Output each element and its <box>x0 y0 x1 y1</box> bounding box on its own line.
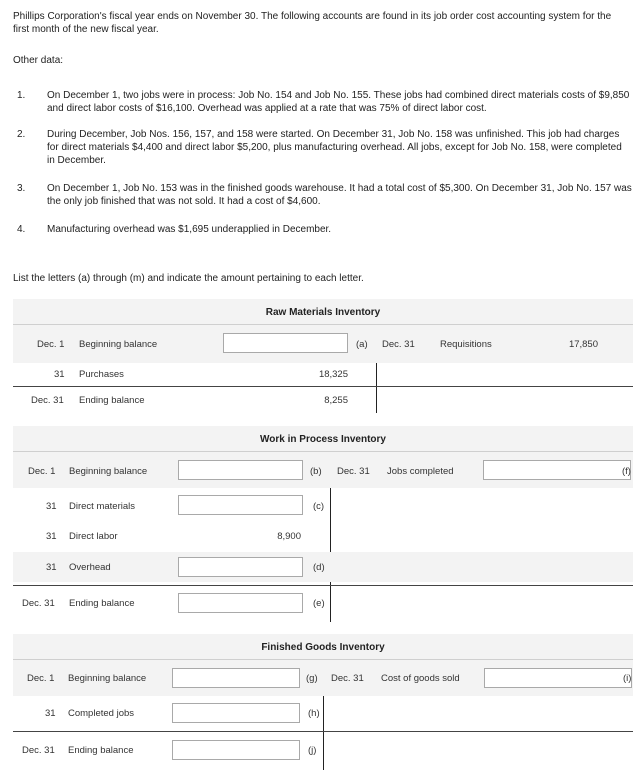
problem-intro: Phillips Corporation's fiscal year ends on November 30. The following accounts are found in its job order cost accounting system for the first month of the new fiscal year. <box>13 11 612 35</box>
date-label: Dec. 31 <box>331 673 364 684</box>
requisitions-amount: 17,850 <box>568 339 598 350</box>
fg-title: Finished Goods Inventory <box>261 642 385 653</box>
wip-header <box>13 426 633 452</box>
raw-beginning-balance-input[interactable] <box>223 333 348 353</box>
letter-label: (e) <box>313 598 325 609</box>
total-rule <box>13 386 633 387</box>
letter-label: (j) <box>308 745 317 756</box>
letter-label: (a) <box>356 339 368 350</box>
row-label: Jobs completed <box>387 466 454 477</box>
date-label: Dec. 31 <box>382 339 415 350</box>
direct-materials-input[interactable] <box>178 495 303 515</box>
letter-label: (g) <box>306 673 318 684</box>
date-label: Dec. 1 <box>37 339 65 350</box>
row-label: Direct labor <box>69 531 118 542</box>
row-label: Beginning balance <box>79 339 158 350</box>
row-label: Direct materials <box>69 501 135 512</box>
item-number: 1. <box>17 90 26 101</box>
item-text: On December 1, two jobs were in process: Job No. 154 and Job No. 155. These jobs had combined direct materials costs of $9,850 and direct labor costs of $16,100. Overhead was applied at a rate that was 75% of direct labor cost. <box>47 90 630 114</box>
fg-header <box>13 634 633 660</box>
date-label: Dec. 31 <box>22 598 55 609</box>
row-label: Ending balance <box>69 598 135 609</box>
row-label: Beginning balance <box>68 673 147 684</box>
fg-ending-balance-input[interactable] <box>172 740 300 760</box>
row-label: Cost of goods sold <box>381 673 460 684</box>
date-label: 31 <box>46 531 57 542</box>
item-number: 4. <box>17 224 26 235</box>
total-rule <box>13 731 633 732</box>
date-label: Dec. 1 <box>28 466 56 477</box>
wip-beginning-balance-input[interactable] <box>178 460 303 480</box>
item-text: Manufacturing overhead was $1,695 underapplied in December. <box>47 224 332 235</box>
row-label: Purchases <box>79 369 124 380</box>
item-text: On December 1, Job No. 153 was in the finished goods warehouse. It had a total cost of $5,300. On December 31, Job No. 157 was the only job finished that was not sold. It had a cost of $4,600. <box>47 183 632 207</box>
raw-materials-header <box>13 299 633 325</box>
item-text: During December, Job Nos. 156, 157, and 158 were started. On December 31, Job No. 158 was unfinished. This job had charges for direct materials $4,400 and direct labor $5,200, plus manufacturing overhead. All jobs, except for Job No. 158, were completed in December. <box>47 129 622 166</box>
completed-jobs-input[interactable] <box>172 703 300 723</box>
date-label: 31 <box>46 562 57 573</box>
letter-label: (c) <box>313 501 325 512</box>
date-label: Dec. 1 <box>27 673 55 684</box>
row-label: Overhead <box>69 562 111 573</box>
row-label: Ending balance <box>68 745 134 756</box>
date-label: 31 <box>54 369 65 380</box>
ending-balance-amount: 8,255 <box>324 395 348 406</box>
jobs-completed-input[interactable] <box>483 460 631 480</box>
fg-beginning-balance-input[interactable] <box>172 668 300 688</box>
total-rule <box>13 585 633 586</box>
date-label: Dec. 31 <box>22 745 55 756</box>
row-label: Beginning balance <box>69 466 148 477</box>
other-data-label: Other data: <box>13 55 64 66</box>
purchases-amount: 18,325 <box>318 369 348 380</box>
raw-materials-title: Raw Materials Inventory <box>265 307 381 318</box>
overhead-input[interactable] <box>178 557 303 577</box>
letter-label: (h) <box>308 708 320 719</box>
wip-title: Work in Process Inventory <box>260 434 386 445</box>
date-label: Dec. 31 <box>31 395 64 406</box>
item-number: 2. <box>17 129 26 140</box>
row-label: Ending balance <box>79 395 145 406</box>
cost-of-goods-sold-input[interactable] <box>484 668 632 688</box>
letter-label: (b) <box>310 466 322 477</box>
wip-ending-balance-input[interactable] <box>178 593 303 613</box>
letter-label: (f) <box>622 466 631 477</box>
letter-label: (i) <box>623 673 632 684</box>
row-label: Completed jobs <box>68 708 135 719</box>
instruction-text: List the letters (a) through (m) and indicate the amount pertaining to each letter. <box>13 273 364 284</box>
direct-labor-amount: 8,900 <box>277 531 301 542</box>
date-label: 31 <box>45 708 56 719</box>
item-number: 3. <box>17 183 26 194</box>
row-label: Requisitions <box>440 339 492 350</box>
date-label: Dec. 31 <box>337 466 370 477</box>
letter-label: (d) <box>313 562 325 573</box>
date-label: 31 <box>46 501 57 512</box>
